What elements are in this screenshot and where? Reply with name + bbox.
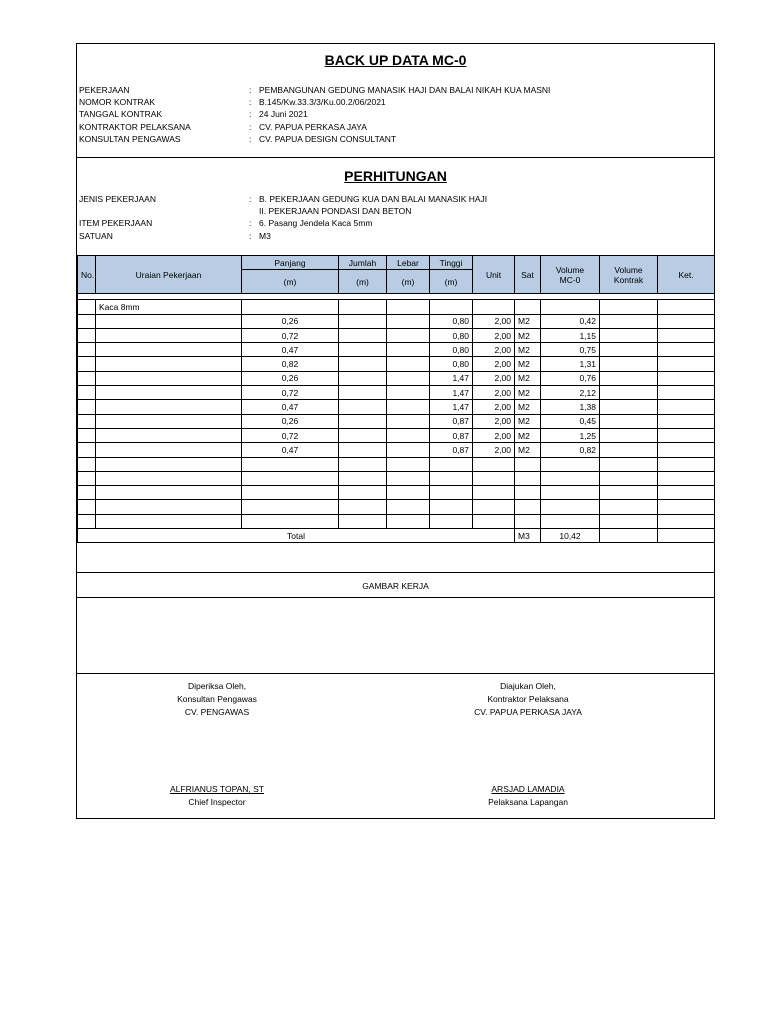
table-row <box>78 343 715 357</box>
table-row <box>78 371 715 385</box>
cell-sat: M2 <box>515 443 541 457</box>
header-volume-kontrak <box>600 256 658 294</box>
signature-right-name: ARSJAD LAMADIA <box>491 784 565 794</box>
cell-unit: 2,00 <box>473 386 515 400</box>
cell-volume: 1,31 <box>541 357 600 371</box>
empty-row <box>78 486 715 500</box>
empty-row <box>78 471 715 485</box>
cell-tinggi: 0,87 <box>430 414 473 428</box>
header-volume-kontrak-line1: Volume <box>614 264 643 275</box>
document-sheet <box>76 43 715 819</box>
signature-left-role: Chief Inspector <box>188 797 246 807</box>
cell-panjang: 0,72 <box>242 386 339 400</box>
cell-volume: 0,45 <box>541 414 600 428</box>
header-info-label: KONSULTAN PENGAWAS <box>79 133 181 144</box>
table-row <box>78 357 715 371</box>
header-info-value: CV. PAPUA DESIGN CONSULTANT <box>259 133 397 144</box>
cell-volume: 1,38 <box>541 400 600 414</box>
table-row <box>78 300 715 314</box>
header-volume-mc0-line2: MC-0 <box>559 274 581 285</box>
section-title: PERHITUNGAN <box>344 168 447 184</box>
header-no: No. <box>78 256 96 294</box>
table-row <box>78 328 715 342</box>
separator: : <box>249 85 252 95</box>
header-info-value: B.145/Kw.33.3/3/Ku.00.2/06/2021 <box>259 97 386 108</box>
cell-panjang: 0,47 <box>242 400 339 414</box>
header-info-row <box>79 96 550 108</box>
table-row <box>78 443 715 457</box>
cell-tinggi: 0,87 <box>430 443 473 457</box>
header-jumlah-unit: (m) <box>339 270 387 294</box>
table-body <box>78 294 715 543</box>
cell-volume: 0,76 <box>541 371 600 385</box>
cell-sat: M2 <box>515 328 541 342</box>
header-tinggi-unit: (m) <box>430 270 473 294</box>
item-label: ITEM PEKERJAAN <box>79 218 153 229</box>
cell-volume: 1,25 <box>541 428 600 442</box>
signature-left-name-block <box>117 783 317 809</box>
table-row <box>78 386 715 400</box>
header-info-row <box>79 84 550 96</box>
cell-panjang: 0,47 <box>242 443 339 457</box>
empty-row <box>78 514 715 528</box>
cell-sat: M2 <box>515 386 541 400</box>
signature-right-name-block <box>428 783 628 809</box>
separator: : <box>249 97 252 108</box>
header-ket: Ket. <box>658 256 715 294</box>
empty-row <box>78 500 715 514</box>
table-row <box>78 314 715 328</box>
total-row <box>78 529 715 543</box>
cell-tinggi: 0,80 <box>430 314 473 328</box>
header-panjang: Panjang <box>242 256 339 270</box>
header-volume-kontrak-line2: Kontrak <box>613 274 644 285</box>
cell-panjang: 0,72 <box>242 428 339 442</box>
divider <box>77 157 714 158</box>
separator: : <box>249 109 252 120</box>
cell-sat: M2 <box>515 428 541 442</box>
item-value: 6. Pasang Jendela Kaca 5mm <box>259 218 373 229</box>
header-uraian: Uraian Pekerjaan <box>96 256 242 294</box>
total-label: Total <box>78 529 515 543</box>
cell-unit: 2,00 <box>473 414 515 428</box>
cell-tinggi: 0,87 <box>430 428 473 442</box>
jenis-label: JENIS PEKERJAAN <box>79 194 156 204</box>
document-title: BACK UP DATA MC-0 <box>324 52 467 68</box>
table-row <box>78 400 715 414</box>
cell-tinggi: 1,47 <box>430 371 473 385</box>
cell-sat: M2 <box>515 343 541 357</box>
cell-volume: 2,12 <box>541 386 600 400</box>
gambar-kerja-label: GAMBAR KERJA <box>77 572 714 598</box>
cell-unit: 2,00 <box>473 400 515 414</box>
cell-unit: 2,00 <box>473 343 515 357</box>
header-info <box>79 84 550 145</box>
satuan-value: M3 <box>259 230 271 241</box>
cell-panjang: 0,26 <box>242 414 339 428</box>
header-info-label: KONTRAKTOR PELAKSANA <box>79 121 191 132</box>
total-sat: M3 <box>515 529 541 543</box>
cell-volume: 0,42 <box>541 314 600 328</box>
cell-volume: 0,82 <box>541 443 600 457</box>
header-unit: Unit <box>473 256 515 294</box>
cell-unit: 2,00 <box>473 328 515 342</box>
cell-tinggi: 1,47 <box>430 386 473 400</box>
header-info-row <box>79 108 550 120</box>
cell-tinggi: 0,80 <box>430 357 473 371</box>
header-panjang-unit: (m) <box>242 270 339 294</box>
cell-sat: M2 <box>515 414 541 428</box>
cell-sat: M2 <box>515 314 541 328</box>
signature-left-line3: CV. PENGAWAS <box>184 707 250 717</box>
cell-volume: 0,75 <box>541 343 600 357</box>
signature-left <box>117 680 317 719</box>
cell-panjang: 0,72 <box>242 328 339 342</box>
header-tinggi: Tinggi <box>430 256 473 270</box>
jenis-value-1: B. PEKERJAAN GEDUNG KUA DAN BALAI MANASIK HAJI <box>259 194 488 204</box>
header-info-label: NOMOR KONTRAK <box>79 97 156 108</box>
cell-unit: 2,00 <box>473 314 515 328</box>
jenis-value-2: II. PEKERJAAN PONDASI DAN BETON <box>259 206 412 217</box>
cell-panjang: 0,82 <box>242 357 339 371</box>
header-info-label: TANGGAL KONTRAK <box>79 109 163 120</box>
cell-sat: M2 <box>515 357 541 371</box>
work-info <box>79 193 487 242</box>
cell-panjang: 0,47 <box>242 343 339 357</box>
cell-unit: 2,00 <box>473 428 515 442</box>
header-info-row <box>79 133 550 145</box>
header-info-row <box>79 121 550 133</box>
signature-left-line2: Konsultan Pengawas <box>177 694 257 704</box>
header-info-label: PEKERJAAN <box>79 85 130 95</box>
signature-right-line3: CV. PAPUA PERKASA JAYA <box>474 707 582 717</box>
empty-row <box>78 457 715 471</box>
table-row <box>78 428 715 442</box>
calculation-table <box>77 255 715 543</box>
separator: : <box>249 218 252 229</box>
cell-panjang: 0,26 <box>242 371 339 385</box>
header-jumlah: Jumlah <box>339 256 387 270</box>
cell-tinggi: 0,80 <box>430 328 473 342</box>
header-lebar: Lebar <box>387 256 430 270</box>
signature-left-name: ALFRIANUS TOPAN, ST <box>170 784 264 794</box>
table-row <box>78 414 715 428</box>
signature-right-role: Pelaksana Lapangan <box>488 797 568 807</box>
cell-volume: 1,15 <box>541 328 600 342</box>
header-info-value: CV. PAPUA PERKASA JAYA <box>259 121 367 132</box>
cell-unit: 2,00 <box>473 357 515 371</box>
separator: : <box>249 230 252 241</box>
header-info-value: 24 Juni 2021 <box>259 109 308 120</box>
separator: : <box>249 133 252 144</box>
signature-left-line1: Diperiksa Oleh, <box>187 681 247 691</box>
divider <box>77 673 714 674</box>
signature-right-line1: Diajukan Oleh, <box>500 681 556 691</box>
cell-sat: M2 <box>515 371 541 385</box>
separator: : <box>249 121 252 132</box>
header-info-value: PEMBANGUNAN GEDUNG MANASIK HAJI DAN BALAI NIKAH KUA MASNI <box>259 85 551 95</box>
cell-unit: 2,00 <box>473 371 515 385</box>
header-lebar-unit: (m) <box>387 270 430 294</box>
cell-unit: 2,00 <box>473 443 515 457</box>
signature-right <box>428 680 628 719</box>
group-label: Kaca 8mm <box>96 300 242 314</box>
satuan-label: SATUAN <box>79 230 113 241</box>
header-volume-mc0-line1: Volume <box>555 264 585 275</box>
total-volume: 10,42 <box>541 529 600 543</box>
header-volume-mc0 <box>541 256 600 294</box>
separator: : <box>249 194 252 204</box>
cell-tinggi: 1,47 <box>430 400 473 414</box>
cell-tinggi: 0,80 <box>430 343 473 357</box>
signature-right-line2: Kontraktor Pelaksana <box>487 694 569 704</box>
cell-panjang: 0,26 <box>242 314 339 328</box>
cell-sat: M2 <box>515 400 541 414</box>
header-sat: Sat <box>515 256 541 294</box>
